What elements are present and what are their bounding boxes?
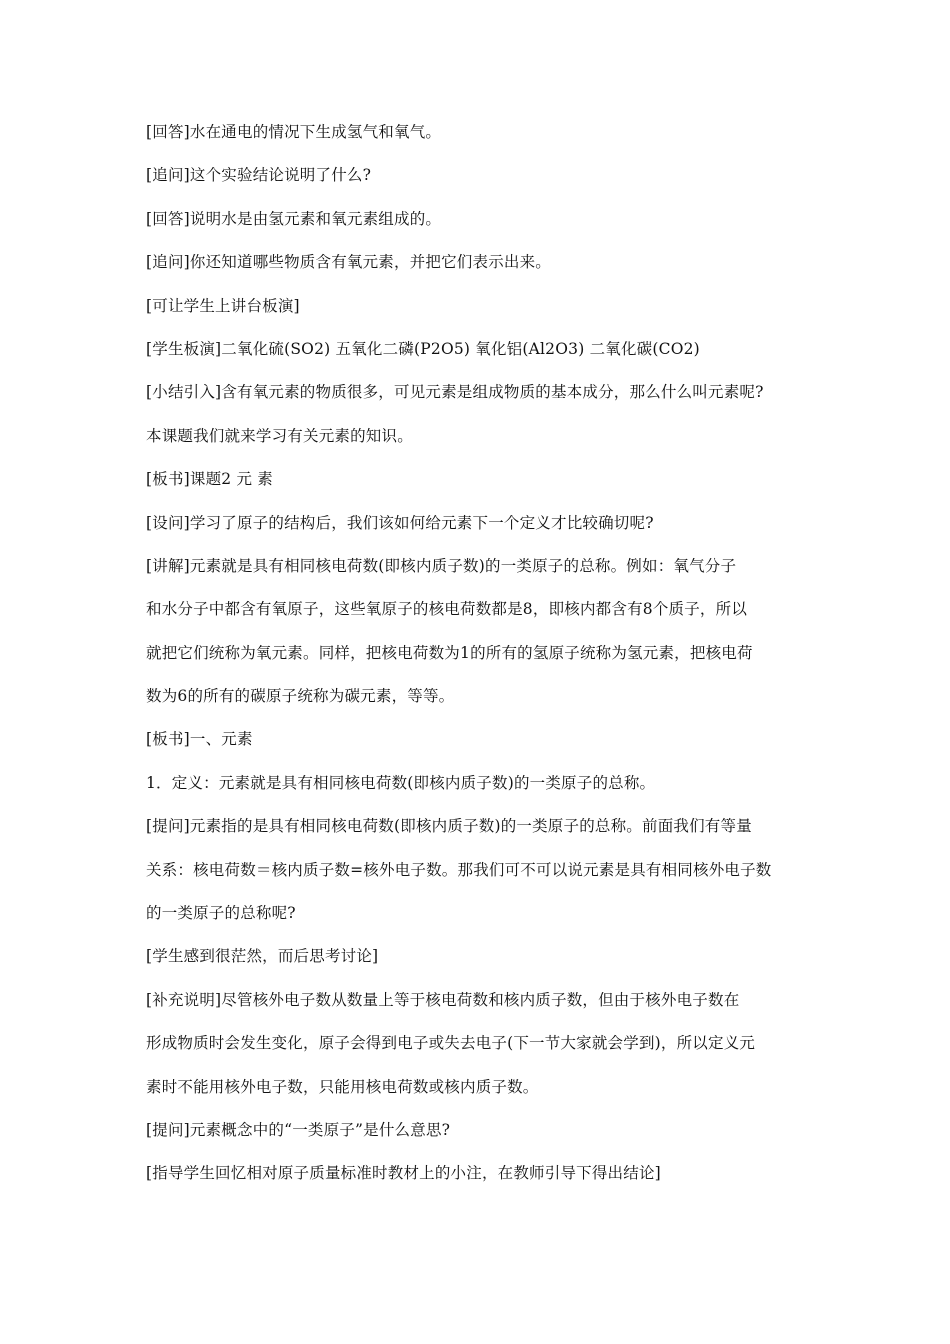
text-line: [可让学生上讲台板演]: [146, 296, 300, 315]
text-line: [指导学生回忆相对原子质量标准时教材上的小注，在教师引导下得出结论]: [146, 1164, 661, 1183]
text-line: 关系：核电荷数＝核内质子数=核外电子数。那我们可不可以说元素是具有相同核外电子数: [146, 860, 772, 879]
text-line: [板书]一、元素: [146, 730, 253, 749]
document-body: [146, 122, 826, 1207]
text-line: [回答]水在通电的情况下生成氢气和氧气。: [146, 123, 442, 141]
text-line: 的一类原子的总称呢?: [146, 904, 296, 923]
text-line: [学生感到很茫然，而后思考讨论]: [146, 947, 379, 966]
text-line: 形成物质时会发生变化，原子会得到电子或失去电子(下一节大家就会学到)，所以定义元: [146, 1034, 756, 1053]
text-line: [追问]这个实验结论说明了什么?: [146, 166, 372, 185]
text-line: 数为6的所有的碳原子统称为碳元素，等等。: [146, 687, 455, 706]
text-line: [提问]元素指的是具有相同核电荷数(即核内质子数)的一类原子的总称。前面我们有等量: [146, 817, 752, 836]
text-line: 1．定义：元素就是具有相同核电荷数(即核内质子数)的一类原子的总称。: [146, 773, 656, 792]
text-line: 素时不能用核外电子数，只能用核电荷数或核内质子数。: [146, 1077, 539, 1096]
text-line: [讲解]元素就是具有相同核电荷数(即核内质子数)的一类原子的总称。例如：氧气分子: [146, 556, 737, 575]
text-line: [设问]学习了原子的结构后，我们该如何给元素下一个定义才比较确切呢?: [146, 513, 654, 532]
text-line: [学生板演]二氧化硫(SO2) 五氧化二磷(P2O5) 氧化铝(Al2O3) 二氧化碳(CO2): [146, 339, 700, 358]
text-line: [回答]说明水是由氢元素和氧元素组成的。: [146, 209, 442, 228]
text-line: 就把它们统称为氧元素。同样，把核电荷数为1的所有的氢原子统称为氢元素，把核电荷: [146, 643, 753, 662]
text-line: [小结引入]含有氧元素的物质很多，可见元素是组成物质的基本成分，那么什么叫元素呢?: [146, 383, 764, 402]
text-line: 和水分子中都含有氧原子，这些氧原子的核电荷数都是8，即核内都含有8个质子，所以: [146, 600, 748, 619]
text-line: [追问]你还知道哪些物质含有氧元素，并把它们表示出来。: [146, 253, 551, 272]
text-line: [提问]元素概念中的“一类原子”是什么意思?: [146, 1120, 451, 1139]
text-line: [板书]课题2 元 素: [146, 470, 274, 489]
text-line: [补充说明]尽管核外电子数从数量上等于核电荷数和核内质子数，但由于核外电子数在: [146, 990, 740, 1009]
text-line: 本课题我们就来学习有关元素的知识。: [146, 426, 413, 445]
